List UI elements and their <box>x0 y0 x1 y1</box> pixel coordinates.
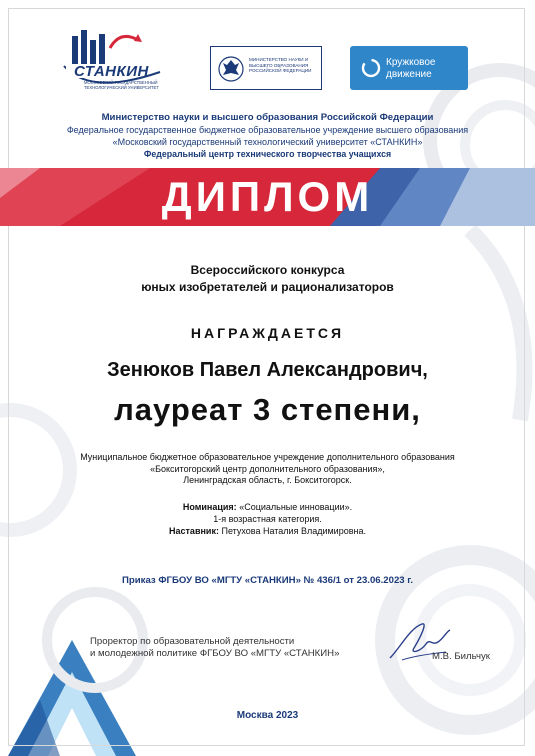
mentor-label: Наставник: <box>169 526 219 536</box>
ministry-emblem-icon <box>217 55 245 83</box>
signatory-line2: и молодежной политике ФГБОУ ВО «МГТУ «СТАНКИН» <box>90 648 340 659</box>
nomination-block <box>60 501 475 537</box>
signatory-title <box>90 636 360 660</box>
kruzhkovoe-logo <box>350 46 468 90</box>
nomination-value: «Социальные инновации». <box>239 502 353 512</box>
awarded-heading: НАГРАЖДАЕТСЯ <box>190 325 345 341</box>
recipient-name: Зенюков Павел Александрович, <box>107 359 428 381</box>
organization-block <box>40 112 495 160</box>
center-line: Федеральный центр технического творчества учащихся <box>143 149 392 159</box>
ministry-line: Министерство науки и высшего образования Российской Федерации <box>101 112 434 123</box>
category-line: 1-я возрастная категория. <box>213 514 322 524</box>
award-degree: лауреат 3 степени, <box>114 392 421 427</box>
order-reference: Приказ ФГБОУ ВО «МГТУ «СТАНКИН» № 436/1 от 23.06.2023 г. <box>121 575 413 586</box>
ministry-logo <box>210 46 322 90</box>
kruzhkovoe-ring-icon <box>360 57 382 79</box>
institution-line2: «Бокситогорский центр дополнительного образования», <box>150 463 385 474</box>
ministry-text: МИНИСТЕРСТВО НАУКИ И ВЫСШЕГО ОБРАЗОВАНИЯ РОССИЙСКОЙ ФЕДЕРАЦИИ <box>249 57 312 74</box>
stankin-subtitle: МОСКОВСКИЙ ГОСУДАРСТВЕННЫЙ ТЕХНОЛОГИЧЕСКИЙ УНИВЕРСИТЕТ <box>84 80 159 90</box>
contest-line1: Всероссийского конкурса <box>190 263 345 277</box>
contest-name <box>60 262 475 296</box>
signatory-line1: Проректор по образовательной деятельности <box>90 636 295 647</box>
stankin-name: СТАНКИН <box>74 63 149 80</box>
signer-name: М.В. Бильчук <box>432 651 490 662</box>
mentor-value: Петухова Наталия Владимировна. <box>221 526 366 536</box>
institution-type-line: Федеральное государственное бюджетное образовательное учреждение высшего образования <box>66 125 469 135</box>
contest-line2: юных изобретателей и рационализаторов <box>141 280 394 294</box>
mentor-line <box>60 525 475 537</box>
nomination-label: Номинация: <box>182 502 237 512</box>
university-line: «Московский государственный технологический университет «СТАНКИН» <box>112 137 423 147</box>
nomination-line <box>60 501 475 513</box>
diploma-title: ДИПЛОМ <box>161 173 374 220</box>
institution-line3: Ленинградская область, г. Бокситогорск. <box>183 475 352 485</box>
city-year: Москва 2023 <box>236 710 299 721</box>
institution-line1: Муниципальное бюджетное образовательное учреждение дополнительного образования <box>80 452 455 462</box>
kruzhkovoe-line1: Кружковое <box>386 57 436 68</box>
recipient-institution <box>30 452 505 487</box>
logos-row <box>60 26 480 100</box>
kruzhkovoe-line2: движение <box>386 69 432 80</box>
stankin-logo <box>60 26 180 100</box>
